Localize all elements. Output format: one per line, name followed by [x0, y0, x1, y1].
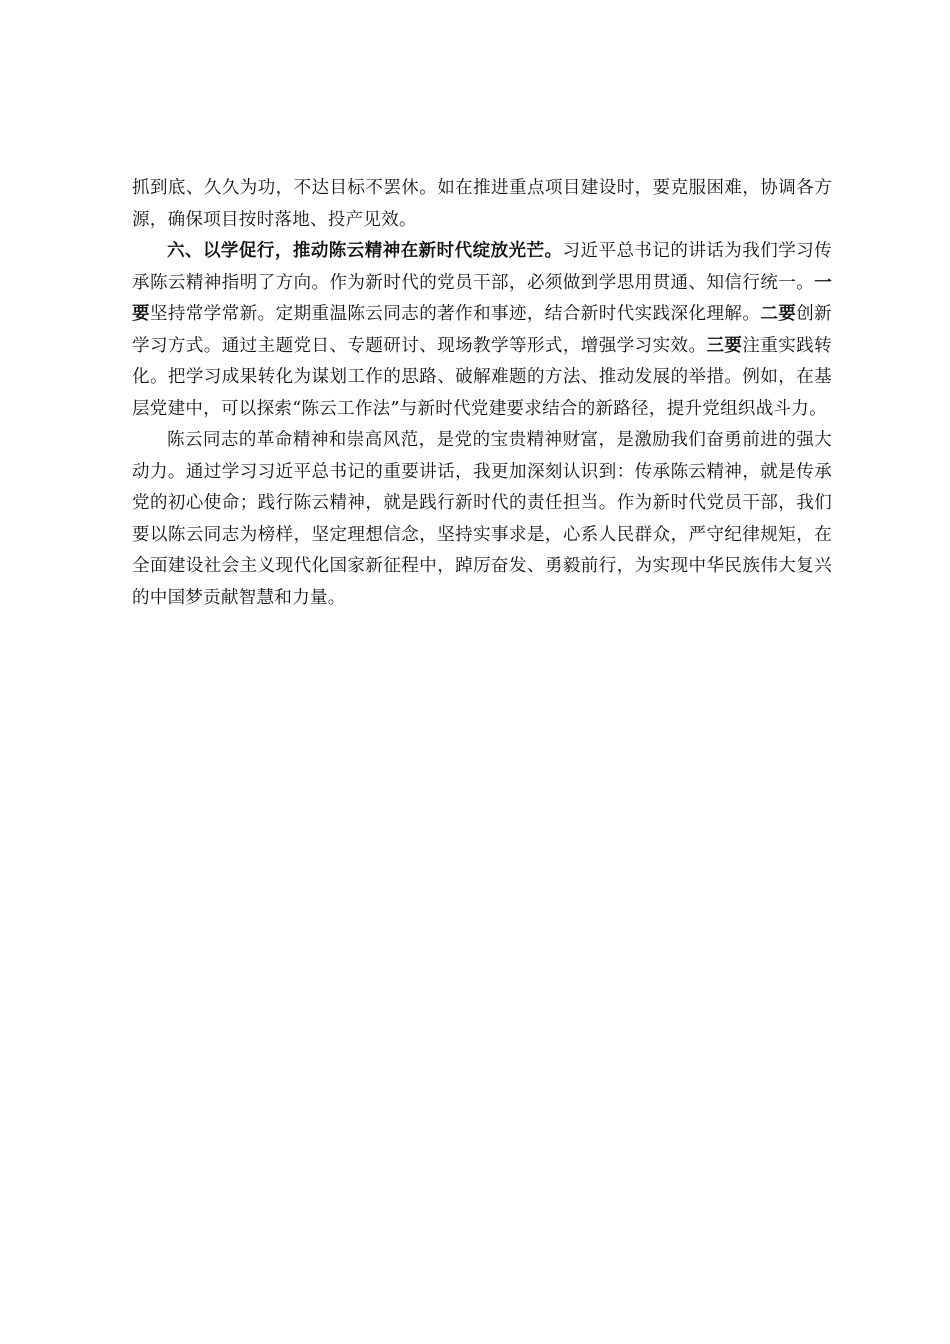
item-text-3: 注重实践转化。把学习成果转化为谋划工作的思路、破解难题的方法、推动发展的举措。例如，在基层党建中，可以探索“陈云工作法”与新时代党建要求结合的新路径，提升党组织战斗力。 [132, 335, 832, 419]
section-heading: 六、以学促行，推动陈云精神在新时代绽放光芒。 [167, 241, 563, 261]
section-intro: 习近平总书记的讲话为我们学习传承陈云精神指明了方向。作为新时代的党员干部，必须做到学思用贯通、知信行统一。 [132, 241, 832, 293]
item-label-2: 二要 [760, 304, 797, 324]
document-body [132, 173, 832, 614]
paragraph-continuation [132, 173, 832, 236]
item-label-3: 三要 [706, 335, 743, 356]
paragraph-conclusion [132, 425, 832, 614]
item-text-1: 坚持常学常新。定期重温陈云同志的著作和事迹，结合新时代实践深化理解。 [149, 304, 761, 324]
paragraph-section-six [132, 236, 832, 425]
paragraph-text: 陈云同志的革命精神和崇高风范，是党的宝贵精神财富，是激励我们奋勇前进的强大动力。通过学习习近平总书记的重要讲话，我更加深刻认识到：传承陈云精神，就是传承党的初心使命；践行陈云精神，就是践行新时代的责任担当。作为新时代党员干部，我们要以陈云同志为榜样，坚定理想信念，坚持实事求是，心系人民群众，严守纪律规矩，在全面建设社会主义现代化国家新征程中，踔厉奋发、勇毅前行，为实现中华民族伟大复兴的中国梦贡献智慧和力量。 [132, 430, 832, 608]
item-label-1: 一要 [132, 272, 832, 324]
item-text-2: 创新学习方式。通过主题党日、专题研讨、现场教学等形式，增强学习实效。 [132, 304, 832, 356]
paragraph-text: 抓到底、久久为功，不达目标不罢休。如在推进重点项目建设时，要克服困难，协调各方源，确保项目按时落地、投产见效。 [132, 178, 832, 230]
